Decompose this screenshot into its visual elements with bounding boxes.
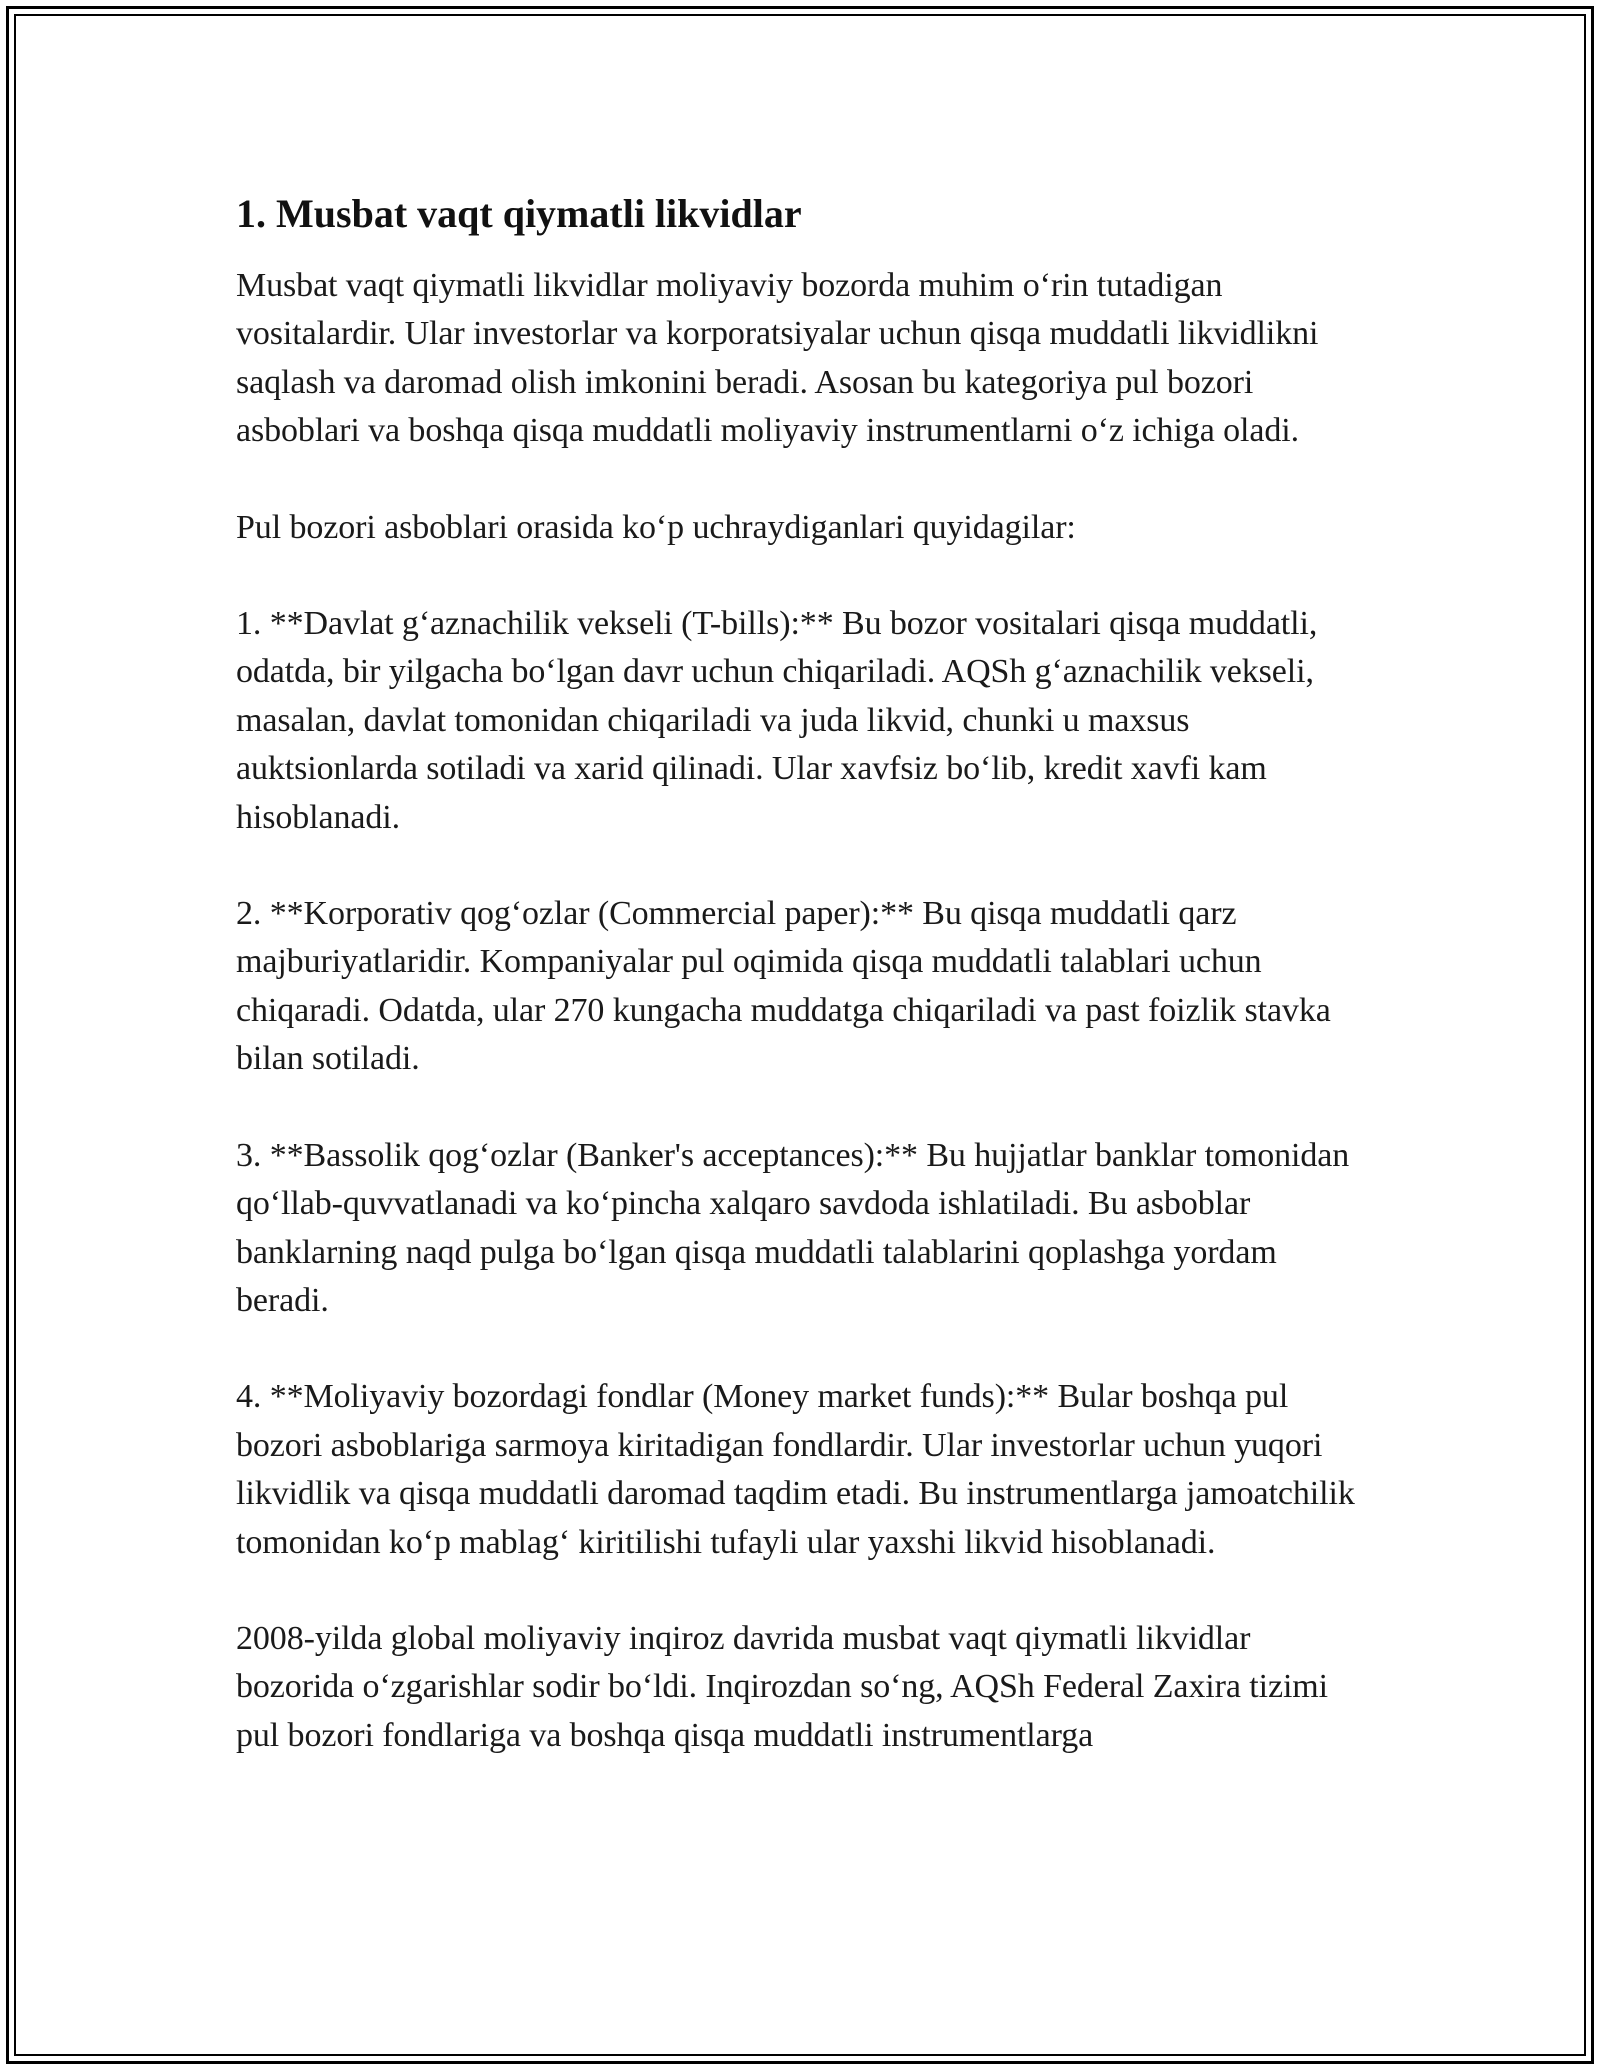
list-item-money-market-funds: 4. **Moliyaviy bozordagi fondlar (Money market funds):** Bular boshqa pul bozori asboblariga sarmoya kiritadigan fondlardir. Ular investorlar uchun yuqori likvidlik va qisqa muddatli daromad taqdim etadi. Bu instrumentlarga jamoatchilik tomonidan koʻp mablagʻ kiritilishi tufayli ular yaxshi likvid hisoblanadi.: [236, 1378, 1355, 1561]
paragraph-2008-crisis: 2008-yilda global moliyaviy inqiroz davrida musbat vaqt qiymatli likvidlar bozorida oʻzgarishlar sodir boʻldi. Inqirozdan soʻng, AQSh Federal Zaxira tizimi pul bozori fondlariga va boshqa qisqa muddatli instrumentlarga: [236, 1619, 1328, 1754]
list-item-bankers-acceptances: 3. **Bassolik qogʻozlar (Banker's acceptances):** Bu hujjatlar banklar tomonidan qoʻllab-quvvatlanadi va koʻpincha xalqaro savdoda ishlatiladi. Bu asboblar banklarning naqd pulga boʻlgan qisqa muddatli talablarini qoplashga yordam beradi.: [236, 1136, 1350, 1319]
paragraph-intro: Musbat vaqt qiymatli likvidlar moliyaviy bozorda muhim oʻrin tutadigan vositalardir. Ular investorlar va korporatsiyalar uchun qisqa muddatli likvidlikni saqlash va daromad olish imkonini beradi. Asosan bu kategoriya pul bozori asboblari va boshqa qisqa muddatli moliyaviy instrumentlarni oʻz ichiga oladi.: [236, 267, 1319, 450]
document-body: [236, 186, 1366, 1760]
list-item-t-bills: 1. **Davlat gʻaznachilik vekseli (T-bills):** Bu bozor vositalari qisqa muddatli, odatda, bir yilgacha boʻlgan davr uchun chiqariladi. AQSh gʻaznachilik vekseli, masalan, davlat tomonidan chiqariladi va juda likvid, chunki u maxsus auktsionlarda sotiladi va xarid qilinadi. Ular xavfsiz boʻlib, kredit xavfi kam hisoblanadi.: [236, 605, 1318, 836]
paragraph-list-intro: Pul bozori asboblari orasida koʻp uchraydiganlari quyidagilar:: [236, 508, 1076, 546]
list-item-commercial-paper: 2. **Korporativ qogʻozlar (Commercial paper):** Bu qisqa muddatli qarz majburiyatlaridir. Kompaniyalar pul oqimida qisqa muddatli talablari uchun chiqaradi. Odatda, ular 270 kungacha muddatga chiqariladi va past foizlik stavka bilan sotiladi.: [236, 895, 1331, 1078]
section-heading: 1. Musbat vaqt qiymatli likvidlar: [236, 191, 802, 236]
